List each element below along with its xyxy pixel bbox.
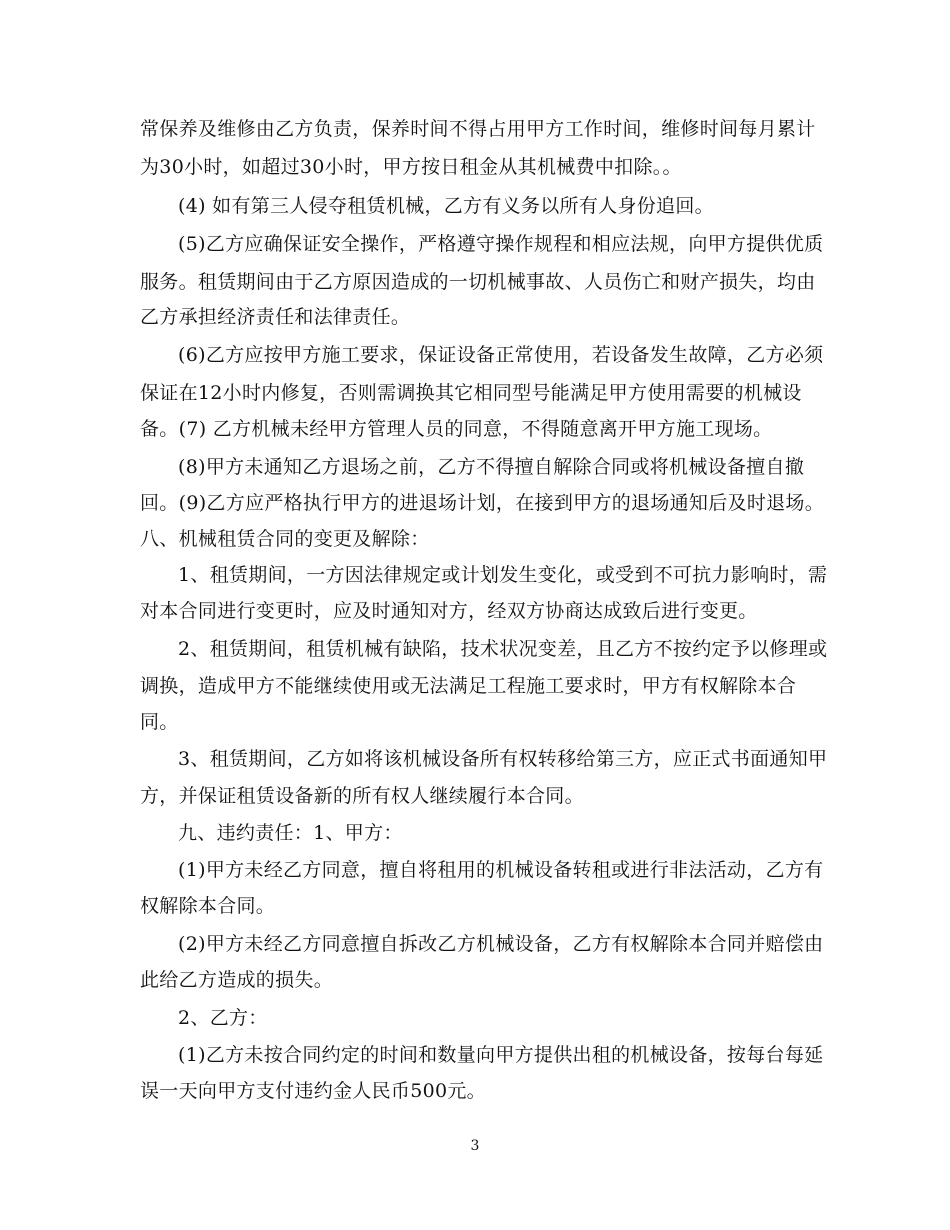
paragraph-line: 方，并保证租赁设备新的所有权人继续履行本合同。 — [140, 785, 584, 807]
paragraph-line: 备。(7) 乙方机械未经甲方管理人员的同意，不得随意离开甲方施工现场。 — [140, 418, 773, 440]
paragraph-line: 调换，造成甲方不能继续使用或无法满足工程施工要求时，甲方有权解除本合 — [140, 675, 797, 697]
paragraph-line: 为30小时，如超过30小时，甲方按日租金从其机械费中扣除。。 — [140, 156, 682, 178]
paragraph-line: 对本合同进行变更时，应及时通知对方，经双方协商达成致后进行变更。 — [140, 600, 758, 622]
paragraph-line: 2、租赁期间，租赁机械有缺陷，技术状况变差，且乙方不按约定予以修理或 — [178, 638, 828, 660]
paragraph-line: (1)甲方未经乙方同意，擅自将租用的机械设备转租或进行非法活动，乙方有 — [178, 859, 824, 881]
paragraph-line: 服务。租赁期间由于乙方原因造成的一切机械事故、人员伤亡和财产损失，均由 — [140, 271, 816, 293]
paragraph-line: 常保养及维修由乙方负责，保养时间不得占用甲方工作时间，维修时间每月累计 — [140, 118, 816, 140]
paragraph-line: (6)乙方应按甲方施工要求，保证设备正常使用，若设备发生故障，乙方必须 — [178, 344, 824, 366]
paragraph-line: 乙方承担经济责任和法律责任。 — [140, 306, 411, 328]
paragraph-line: (5)乙方应确保证安全操作，严格遵守操作规程和相应法规，向甲方提供优质 — [178, 233, 824, 255]
paragraph-line: 回。(9)乙方应严格执行甲方的进退场计划，在接到甲方的退场通知后及时退场。 — [140, 492, 825, 514]
paragraph-line: 误一天向甲方支付违约金人民币500元。 — [140, 1080, 486, 1102]
paragraph-line: (1)乙方未按合同约定的时间和数量向甲方提供出租的机械设备，按每台每延 — [178, 1044, 824, 1066]
paragraph-line: 1、租赁期间，一方因法律规定或计划发生变化，或受到不可抗力影响时，需 — [178, 564, 828, 586]
paragraph-line: 此给乙方造成的损失。 — [140, 969, 334, 991]
paragraph-line: 保证在12小时内修复，否则需调换其它相同型号能满足甲方使用需要的机械设 — [140, 382, 802, 404]
paragraph-line: (4) 如有第三人侵夺租赁机械，乙方有义务以所有人身份追回。 — [178, 195, 714, 217]
paragraph-line: 同。 — [140, 711, 179, 733]
section-heading: 九、违约责任：1、甲方： — [178, 822, 403, 844]
page-number: 3 — [470, 1138, 480, 1154]
section-heading: 八、机械租赁合同的变更及解除： — [140, 528, 430, 550]
paragraph-line: 权解除本合同。 — [140, 895, 276, 917]
paragraph-line: (2)甲方未经乙方同意擅自拆改乙方机械设备，乙方有权解除本合同并赔偿由 — [178, 933, 824, 955]
paragraph-line: (8)甲方未通知乙方退场之前，乙方不得擅自解除合同或将机械设备擅自撤 — [178, 456, 805, 478]
paragraph-line: 3、租赁期间，乙方如将该机械设备所有权转移给第三方，应正式书面通知甲 — [178, 748, 828, 770]
paragraph-line: 2、乙方： — [178, 1007, 268, 1029]
